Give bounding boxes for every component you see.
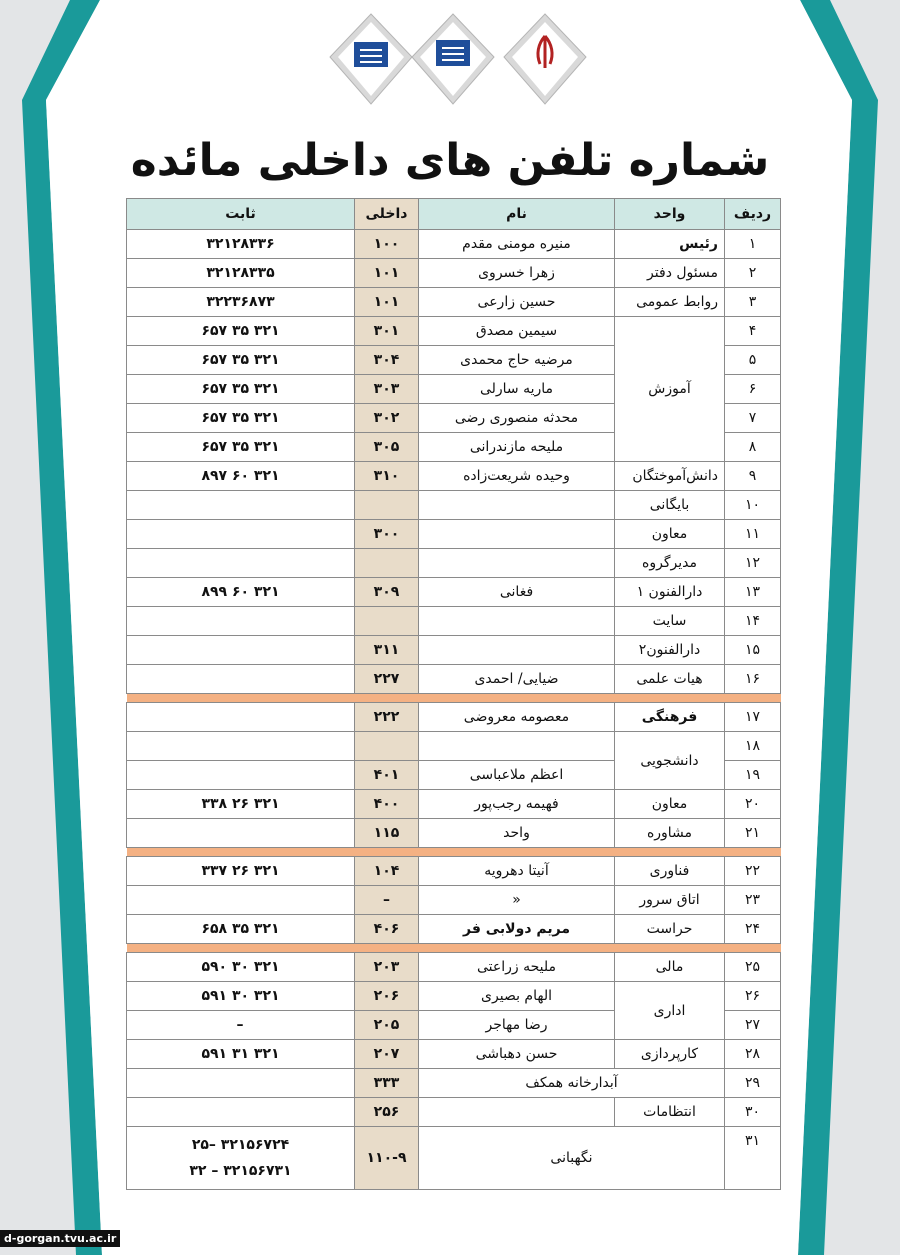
table-row: ۵ مرضیه حاج محمدی ۳۰۴ ۳۲۱ ۳۵ ۶۵۷ bbox=[127, 346, 781, 375]
site-watermark: d-gorgan.tvu.ac.ir bbox=[0, 1230, 120, 1247]
table-row: ۱۲ مدیرگروه bbox=[127, 549, 781, 578]
guard-phone-1: ۳۲۱۵۶۷۲۴ –۲۵ bbox=[191, 1137, 290, 1153]
table-row: ۱ رئیس منیره مومنی مقدم ۱۰۰ ۳۲۱۲۸۳۳۶ bbox=[127, 230, 781, 259]
table-row: ۱۵ دارالفنون۲ ۳۱۱ bbox=[127, 636, 781, 665]
section-separator bbox=[127, 944, 781, 953]
table-row: ۲۳ اتاق سرور « – bbox=[127, 886, 781, 915]
table-row: ۳ روابط عمومی حسین زارعی ۱۰۱ ۳۲۲۳۶۸۷۳ bbox=[127, 288, 781, 317]
table-row: ۶ ماریه سارلی ۳۰۳ ۳۲۱ ۳۵ ۶۵۷ bbox=[127, 375, 781, 404]
table-row: ۲۲ فناوری آنیتا دهرویه ۱۰۴ ۳۲۱ ۲۶ ۳۳۷ bbox=[127, 857, 781, 886]
header-internal: داخلی bbox=[355, 199, 419, 230]
section-separator bbox=[127, 848, 781, 857]
table-row: ۲۸ کارپردازی حسن دهباشی ۲۰۷ ۳۲۱ ۳۱ ۵۹۱ bbox=[127, 1040, 781, 1069]
table-row: ۳۰ انتظامات ۲۵۶ bbox=[127, 1098, 781, 1127]
phone-directory-table bbox=[126, 198, 781, 1190]
tvu-golestan-logo bbox=[408, 12, 498, 122]
table-row: ۱۳ دارالفنون ۱ فغانی ۳۰۹ ۳۲۱ ۶۰ ۸۹۹ bbox=[127, 578, 781, 607]
page-title: شماره تلفن های داخلی مائده bbox=[130, 135, 770, 186]
table-row: ۱۱ معاون ۳۰۰ bbox=[127, 520, 781, 549]
table-row: ۲۰ معاون فهیمه رجب‌پور ۴۰۰ ۳۲۱ ۲۶ ۳۳۸ bbox=[127, 790, 781, 819]
table-row: ۱۹ اعظم ملاعباسی ۴۰۱ bbox=[127, 761, 781, 790]
table-row: ۱۶ هیات علمی ضیایی/ احمدی ۲۲۷ bbox=[127, 665, 781, 694]
table-row: ۲۴ حراست مریم دولابی فر ۴۰۶ ۳۲۱ ۳۵ ۶۵۸ bbox=[127, 915, 781, 944]
logo-bar bbox=[0, 12, 900, 122]
section-separator bbox=[127, 694, 781, 703]
header-name: نام bbox=[419, 199, 615, 230]
header-row-number: ردیف bbox=[725, 199, 781, 230]
maedeh-college-logo bbox=[326, 12, 416, 122]
table-row: ۱۰ بایگانی bbox=[127, 491, 781, 520]
table-row: ۷ محدثه منصوری رضی ۳۰۲ ۳۲۱ ۳۵ ۶۵۷ bbox=[127, 404, 781, 433]
table-row: ۹ دانش‌آموختگان وحیده شریعت‌زاده ۳۱۰ ۳۲۱ ۶۰ ۸۹۷ bbox=[127, 462, 781, 491]
table-row: ۴ آموزش سیمین مصدق ۳۰۱ ۳۲۱ ۳۵ ۶۵۷ bbox=[127, 317, 781, 346]
table-row: ۲ مسئول دفتر زهرا خسروی ۱۰۱ ۳۲۱۲۸۳۳۵ bbox=[127, 259, 781, 288]
table-row: ۲۶ اداری الهام بصیری ۲۰۶ ۳۲۱ ۳۰ ۵۹۱ bbox=[127, 982, 781, 1011]
header-fixed: ثابت bbox=[127, 199, 355, 230]
table-row: ۳۱ نگهبانی ۱۱۰-۹ ۳۲۱۵۶۷۲۴ –۲۵ ۳۲۱۵۶۷۳۱ – ۳۲ bbox=[127, 1127, 781, 1190]
guard-phone-2: ۳۲۱۵۶۷۳۱ – ۳۲ bbox=[189, 1163, 292, 1179]
table-row: ۲۵ مالی ملیحه زراعتی ۲۰۳ ۳۲۱ ۳۰ ۵۹۰ bbox=[127, 953, 781, 982]
table-row: ۲۹ آبدارخانه همکف ۳۳۳ bbox=[127, 1069, 781, 1098]
header-unit: واحد bbox=[615, 199, 725, 230]
table-row: ۲۷ رضا مهاجر ۲۰۵ – bbox=[127, 1011, 781, 1040]
table-row: ۱۷ فرهنگی معصومه معروضی ۲۲۲ bbox=[127, 703, 781, 732]
iran-emblem-logo bbox=[500, 12, 590, 122]
table-row: ۱۸ دانشجویی bbox=[127, 732, 781, 761]
table-row: ۲۱ مشاوره واحد ۱۱۵ bbox=[127, 819, 781, 848]
table-header-row bbox=[127, 199, 781, 230]
table-row: ۸ ملیحه مازندرانی ۳۰۵ ۳۲۱ ۳۵ ۶۵۷ bbox=[127, 433, 781, 462]
table-row: ۱۴ سایت bbox=[127, 607, 781, 636]
